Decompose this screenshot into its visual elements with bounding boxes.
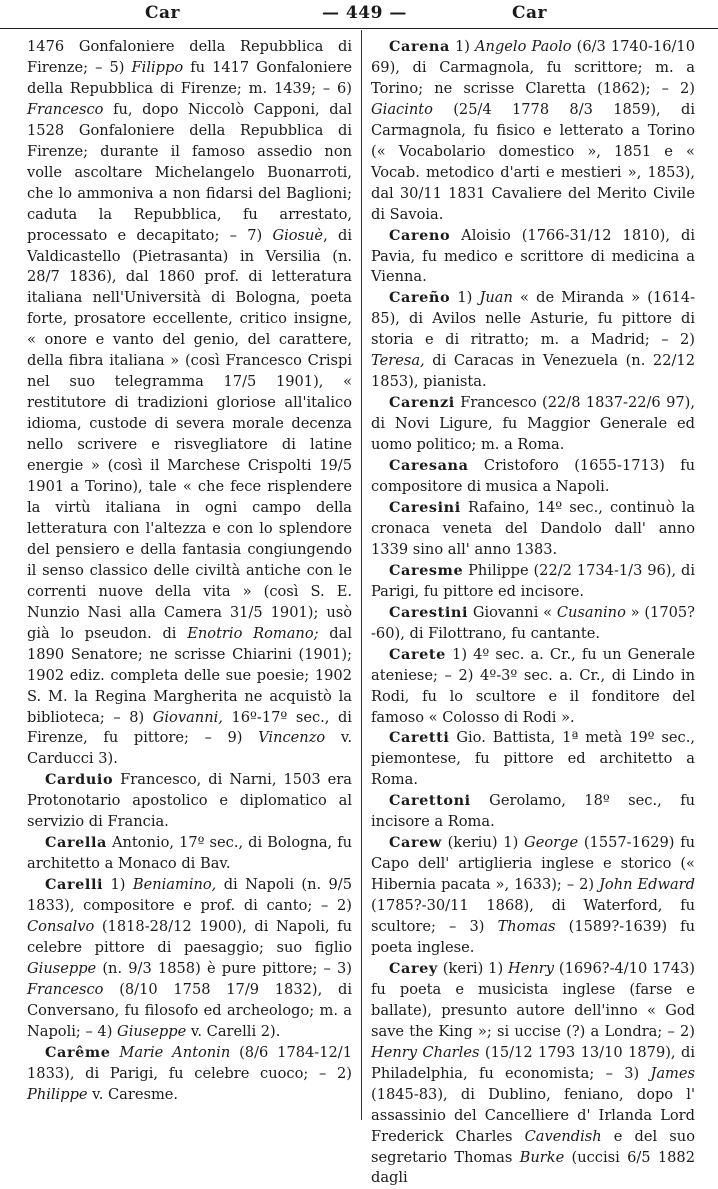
headword: Carestini — [389, 603, 469, 621]
italic-name: Henry Charles — [371, 1043, 480, 1061]
page-number: — 449 — — [322, 3, 407, 23]
italic-name: Giovanni, — [152, 708, 223, 726]
entry-text: v. Caresme. — [87, 1085, 179, 1103]
headword: Caresme — [389, 561, 464, 579]
entry-text: 1) — [450, 289, 480, 307]
entry-caretti — [371, 728, 695, 791]
entry-text: 16º-17º sec., di Firenze, fu pittore; – 9) — [27, 708, 352, 747]
entry-text: v. Carducci 3). — [27, 729, 352, 768]
entry-text: e del suo segretario Thomas — [371, 1127, 695, 1166]
headword: Carey — [389, 959, 438, 977]
italic-name: Consalvo — [27, 918, 95, 936]
entry-text: (1696?-4/10 1743) fu poeta e musicista inglese (farse e ballate), presunto autore dell'inno « God save the King »; si uccise (?) a Londra; – 2) — [371, 959, 695, 1040]
entry-text: di Caracas in Venezuela (n. 22/12 1853), pianista. — [371, 352, 695, 391]
entry-text: (25/4 1778 8/3 1859), di Carmagnola, fu fisico e letterato a Torino (« Vocabolario domestico », 1851 e « Vocab. metodico d'arti e mestieri », 1853), dal 30/11 1831 Cavaliere del Merito Civile di Savoia. — [371, 100, 695, 223]
entry-text: (8/6 1784-12/1 1833), di Parigi, fu celebre cuoco; – 2) — [27, 1043, 352, 1082]
entry-text: (keri) 1) — [437, 959, 509, 977]
entry-carete — [371, 645, 695, 729]
headword: Caresini — [389, 498, 461, 516]
italic-name: James — [650, 1064, 695, 1082]
entry-text: fu, dopo Niccolò Capponi, dal 1528 Gonfaloniere della Repubblica di Firenze; durante il famoso assedio non volle ascoltare Michelangelo Buonarroti, che lo ammoniva a non fidarsi del Baglioni; caduta la Repubblica, fu arrestato, processato e decapitato; – 7) — [27, 100, 352, 244]
entry-text: Aloisio (1766-31/12 1810), di Pavia, fu medico e scrittore di medicina a Vienna. — [371, 226, 695, 286]
entry-text: (1589?-1639) fu poeta inglese. — [371, 918, 695, 956]
entry-text: » (1705?-60), di Filottrano, fu cantante. — [371, 603, 695, 642]
entry-text: 1) — [103, 876, 133, 894]
entry-text: 1) 4º sec. a. Cr., fu un Generale ateniese; – 2) 4º-3º sec. a. Cr., di Lindo in Rodi, fu lo scultore e il fonditore del famoso « Colosso di Rodi ». — [371, 645, 695, 726]
italic-name: Angelo Paolo — [475, 38, 572, 55]
entry-text: Gerolamo, 18º sec., fu incisore a Roma. — [371, 792, 695, 831]
left-column — [27, 37, 352, 1106]
running-head-right: Car — [512, 3, 548, 23]
entry-text: (uccisi 6/5 1882 dagli — [371, 1148, 695, 1187]
headword: Carduio — [45, 771, 114, 789]
entry-carduio — [27, 770, 352, 833]
entry-text: 1476 Gonfaloniere della Repubblica di Firenze; – 5) — [27, 38, 352, 76]
entry-caresme — [371, 561, 695, 603]
headword: Carew — [389, 834, 442, 852]
italic-name: Francesco — [27, 980, 104, 998]
entry-text: Gio. Battista, 1ª metà 19º sec., piemontese, fu pittore ed architetto a Roma. — [371, 729, 695, 789]
italic-name: Francesco — [27, 100, 104, 118]
entry-text: Rafaino, 14º sec., continuò la cronaca veneta del Dandolo dall' anno 1339 sino all' anno 1383. — [371, 498, 695, 558]
entry-text: dal 1890 Senatore; ne scrisse Chiarini (1901); 1902 ediz. completa delle sue poesie; 1902 S. M. la Regina Margherita ne acquistò la biblioteca; – 8) — [27, 624, 353, 726]
entry-text: (8/10 1758 17/9 1832), di Conversano, fu filosofo ed archeologo; m. a Napoli; – 4) — [27, 980, 352, 1040]
headword: Carella — [45, 834, 107, 852]
italic-name: Thomas — [497, 918, 556, 936]
entry-carew — [371, 833, 695, 959]
headword: Careno — [389, 226, 451, 244]
entry-caresana — [371, 456, 695, 498]
running-head-left: Car — [145, 3, 181, 23]
entry-text: v. Carelli 2). — [186, 1022, 281, 1040]
headword: Caretti — [389, 729, 450, 747]
italic-name: Henry — [508, 959, 555, 977]
italic-name: Burke — [519, 1148, 565, 1166]
headword: Carettoni — [389, 792, 471, 810]
entry-text: Cristoforo (1655-1713) fu compositore di musica a Napoli. — [371, 457, 695, 496]
italic-name: Giosuè — [272, 226, 324, 244]
entry-text: (6/3 1740-16/10 69), di Carmagnola, fu scrittore; m. a Torino; ne scrisse Claretta (1862); – 2) — [371, 38, 695, 97]
entry-carducci-cont — [27, 37, 352, 770]
entry-text: (keriu) 1) — [441, 834, 525, 852]
entry-text: 1) — [449, 38, 476, 55]
entry-text: Philippe (22/2 1734-1/3 96), di Parigi, fu pittore ed incisore. — [371, 561, 695, 600]
headword: Caresana — [389, 457, 469, 475]
headword: Careño — [389, 289, 451, 307]
entry-carenzi — [371, 393, 695, 456]
entry-text: Francesco (22/8 1837-22/6 97), di Novi Ligure, fu Maggior Generale ed uomo politico; m. a Roma. — [371, 394, 695, 454]
headword: Carena — [389, 38, 450, 55]
entry-text: (1818-28/12 1900), di Napoli, fu celebre pittore di paesaggio; suo figlio — [27, 918, 352, 956]
entry-text: (n. 9/3 1858) è pure pittore; – 3) — [96, 959, 352, 977]
italic-name: Enotrio Romano; — [187, 624, 319, 642]
italic-name: Teresa, — [371, 352, 425, 370]
column-divider — [361, 30, 362, 1120]
entry-text: Antonio, 17º sec., di Bologna, fu architetto a Monaco di Bav. — [27, 834, 352, 873]
italic-name: Giacinto — [371, 100, 433, 118]
entry-careno — [371, 226, 695, 289]
italic-name: Filippo — [131, 58, 184, 76]
italic-name: Giuseppe — [117, 1022, 187, 1040]
entry-carettoni — [371, 791, 695, 833]
entry-carella — [27, 833, 352, 875]
entry-carestini — [371, 603, 695, 645]
right-column — [371, 37, 695, 1189]
entry-text: Giovanni « — [468, 603, 557, 621]
headword: Carême — [45, 1043, 111, 1061]
entry-text: (1785?-30/11 1868), di Waterford, fu scultore; – 3) — [371, 897, 695, 936]
italic-name: Beniamino, — [132, 876, 217, 894]
entry-careme — [27, 1043, 352, 1106]
italic-name: Cavendish — [524, 1127, 602, 1145]
italic-name: Giuseppe — [27, 959, 97, 977]
entry-carelli — [27, 875, 352, 1043]
entry-text: (1557-1629) fu Capo dell' artiglieria inglese e storico (« Hibernia pacata », 1633); – 2) — [371, 834, 695, 894]
headword: Carete — [389, 645, 446, 663]
headword: Carenzi — [389, 394, 455, 412]
italic-name: John Edward — [599, 876, 695, 894]
entry-carey — [371, 959, 695, 1189]
entry-careno2 — [371, 288, 695, 393]
italic-name: George — [524, 834, 579, 852]
entry-carena — [371, 37, 695, 226]
entry-text: (1845-83), di Dublino, feniano, dopo l' assassinio del Cancelliere d' Irlanda Lord Frederick Charles — [371, 1085, 695, 1145]
entry-text: (15/12 1793 13/10 1879), di Philadelphia, fu economista; – 3) — [371, 1043, 695, 1082]
entry-text: fu 1417 Gonfaloniere della Repubblica di Firenze; m. 1439; – 6) — [27, 58, 352, 97]
entry-text: « de Miranda » (1614-85), di Avilos nelle Asturie, fu pittore di storia e di ritratto; m. a Madrid; – 2) — [371, 289, 695, 349]
headword: Carelli — [45, 876, 104, 894]
page-header — [0, 0, 718, 29]
italic-name: Cusanino — [556, 603, 626, 621]
entry-text: Francesco, di Narni, 1503 era Protonotario apostolico e diplomatico al servizio di Francia. — [27, 771, 352, 831]
entry-text: di Napoli (n. 9/5 1833), compositore e prof. di canto; – 2) — [27, 876, 352, 915]
italic-name: Marie Antonin — [119, 1043, 231, 1061]
entry-caresini — [371, 498, 695, 561]
italic-name: Philippe — [27, 1085, 88, 1103]
italic-name: Juan — [479, 289, 513, 307]
entry-text: , di Valdicastello (Pietrasanta) in Versilia (n. 28/7 1836), dal 1860 prof. di letteratura italiana nell'Università di Bologna, poeta forte, prosatore eccellente, critico insigne, « onore e vanto del genio, del carattere, della fibra italiana » (così Francesco Crispi nel suo telegramma 17/5 1901), « restitutore di tradizioni gloriose all'italico idioma, custode di severa morale decenza nello scrivere e risvegliatore di latine energie » (così il Marchese Crispolti 19/5 1901 a Torino), tale « che fece risplendere la virtù italiana in ogni campo della letteratura con l'altezza e con lo splendore del pensiero e della fantasia congiungendo il senso classico delle civiltà antiche con le correnti nuove della vita » (così S. E. Nunzio Nasi alla Camera 31/5 1901); usò già lo pseudon. di — [27, 226, 352, 642]
italic-name: Vincenzo — [258, 729, 326, 747]
